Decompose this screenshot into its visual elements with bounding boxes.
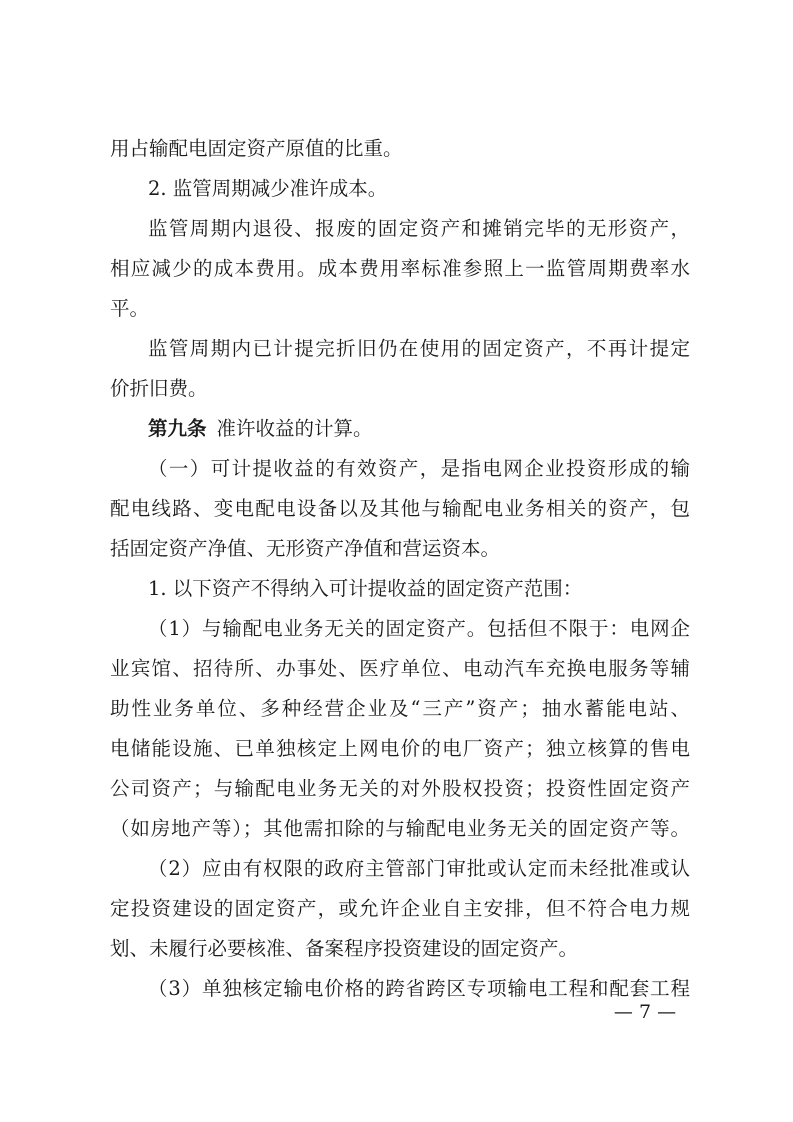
paragraph-line: 价折旧费。 xyxy=(110,377,208,400)
paragraph-line: 公司资产；与输配电业务无关的对外股权投资；投资性固定资产 xyxy=(110,777,690,800)
article-line xyxy=(148,413,690,445)
paragraph-line: （1）与输配电业务无关的固定资产。包括但不限于：电网企 xyxy=(148,617,690,640)
subsection-heading: 1. 以下资产不得纳入可计提收益的固定资产范围： xyxy=(148,577,583,600)
article-heading: 第九条 xyxy=(148,417,207,440)
paragraph-line: 配电线路、变电配电设备以及其他与输配电业务相关的资产，包 xyxy=(110,497,690,520)
page-number: — 7 — xyxy=(613,1001,677,1023)
paragraph-line: 平。 xyxy=(110,297,150,320)
paragraph-line: （一）可计提收益的有效资产，是指电网企业投资形成的输 xyxy=(148,457,690,480)
paragraph-line: 定投资建设的固定资产，或允许企业自主安排，但不符合电力规 xyxy=(110,897,690,920)
subsection-heading: 2. 监管周期减少准许成本。 xyxy=(148,177,388,200)
paragraph-line: 相应减少的成本费用。成本费用率标准参照上一监管周期费率水 xyxy=(110,257,690,280)
paragraph-line: 业宾馆、招待所、办事处、医疗单位、电动汽车充换电服务等辅 xyxy=(110,657,690,680)
paragraph-line: 用占输配电固定资产原值的比重。 xyxy=(110,137,403,160)
paragraph-line: 电储能设施、已单独核定上网电价的电厂资产；独立核算的售电 xyxy=(110,737,690,760)
article-title: 准许收益的计算。 xyxy=(216,417,373,440)
paragraph-line: 划、未履行必要核准、备案程序投资建设的固定资产。 xyxy=(110,937,579,960)
paragraph-line: 监管周期内退役、报废的固定资产和摊销完毕的无形资产， xyxy=(148,217,690,240)
paragraph-line: （如房地产等）；其他需扣除的与输配电业务无关的固定资产等。 xyxy=(110,817,690,840)
paragraph-line: 括固定资产净值、无形资产净值和营运资本。 xyxy=(110,537,501,560)
paragraph-line: （3）单独核定输电价格的跨省跨区专项输电工程和配套工程 xyxy=(148,977,690,1000)
paragraph-line: （2）应由有权限的政府主管部门审批或认定而未经批准或认 xyxy=(148,857,690,880)
paragraph-line: 监管周期内已计提完折旧仍在使用的固定资产，不再计提定 xyxy=(148,337,690,360)
paragraph-line: 助性业务单位、多种经营企业及“三产”资产；抽水蓄能电站、 xyxy=(110,697,690,720)
